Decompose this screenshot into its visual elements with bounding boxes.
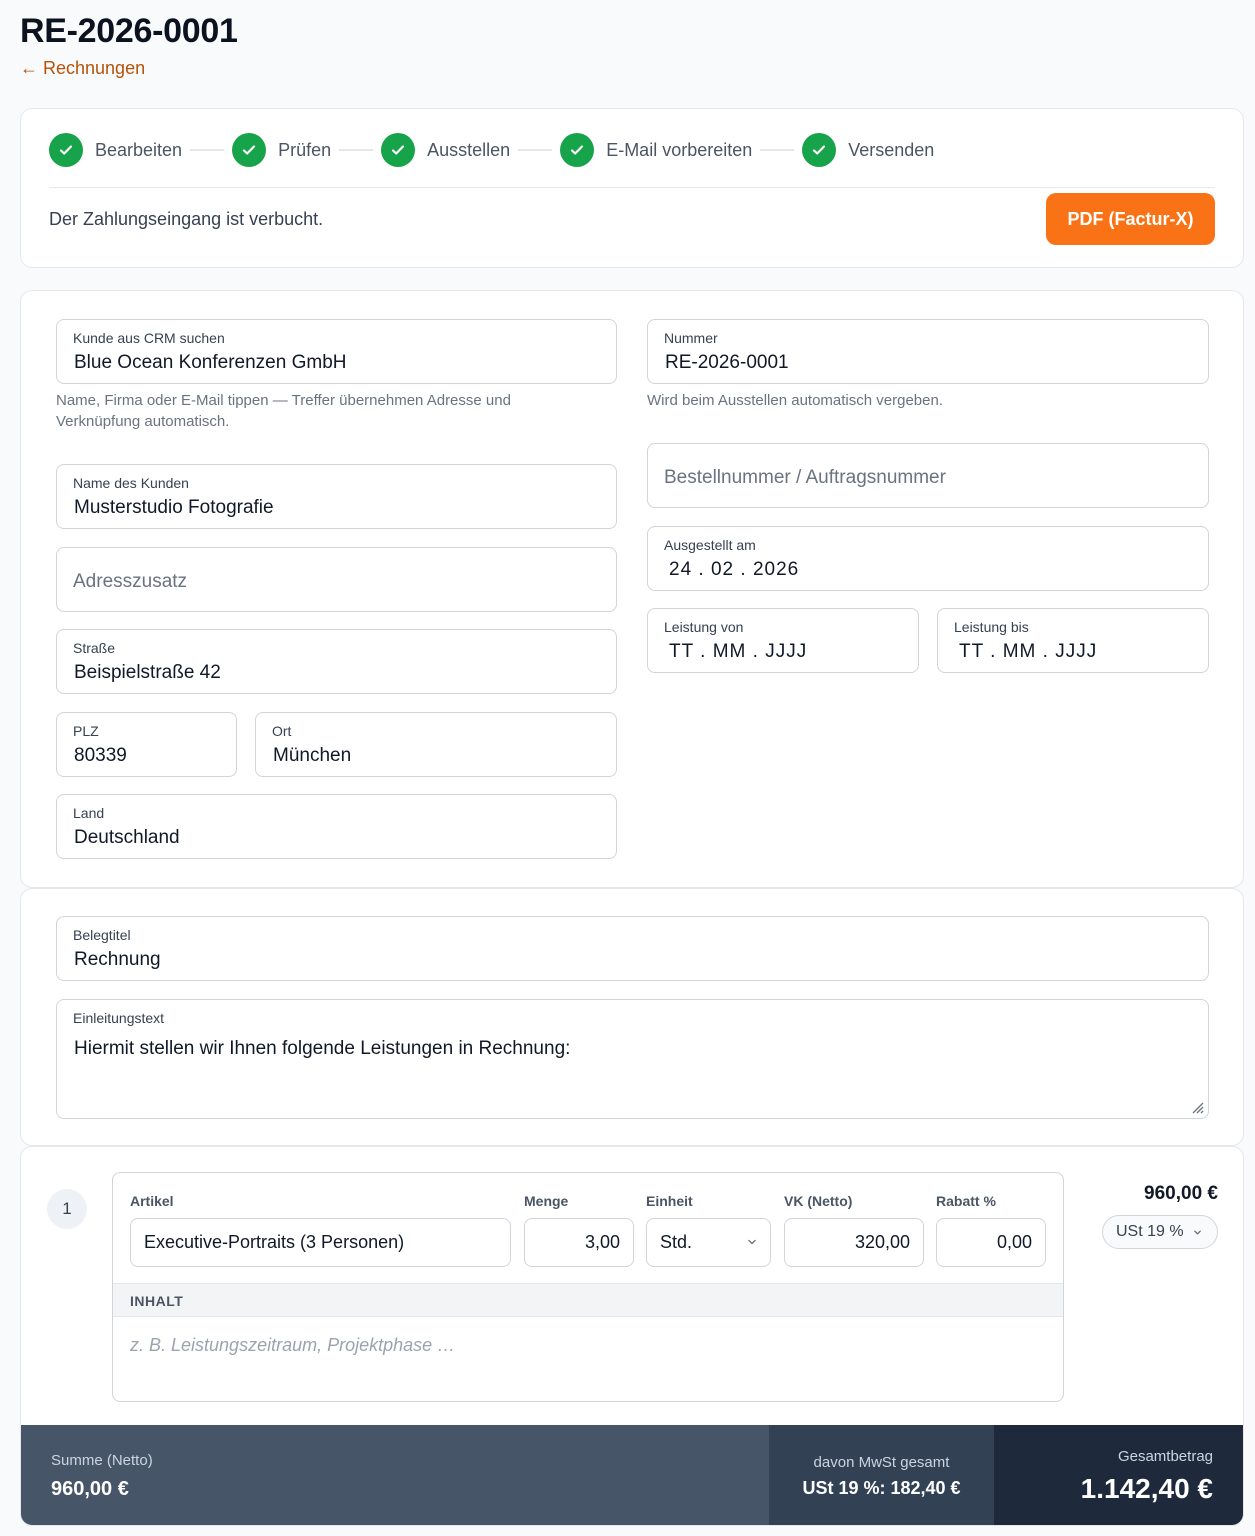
check-icon (232, 133, 266, 167)
pdf-facturx-button[interactable]: PDF (Factur-X) (1046, 193, 1215, 245)
content-label: INHALT (130, 1293, 184, 1309)
address-extra-field[interactable] (56, 547, 617, 612)
step-label: Versenden (848, 139, 935, 160)
page-title: RE-2026-0001 (20, 12, 238, 50)
field-label: Land (73, 805, 105, 821)
issue-date-field[interactable] (647, 526, 1209, 591)
document-title-input[interactable]: Rechnung (74, 949, 161, 970)
divider (49, 187, 1215, 188)
article-input[interactable]: Executive-Portraits (3 Personen) (130, 1218, 511, 1267)
step-review[interactable] (232, 133, 331, 167)
check-icon (381, 133, 415, 167)
vat-total-section (769, 1425, 994, 1526)
column-label-unit: Einheit (646, 1193, 693, 1209)
step-label: Bearbeiten (95, 139, 183, 160)
customer-name-field[interactable] (56, 464, 617, 529)
step-label: Prüfen (278, 139, 332, 160)
step-connector (760, 149, 794, 151)
back-to-invoices-link[interactable]: ← Rechnungen (20, 58, 146, 78)
unit-select[interactable] (646, 1218, 771, 1267)
step-label: E-Mail vorbereiten (606, 139, 753, 160)
document-title-field[interactable] (56, 916, 1209, 981)
country-input[interactable]: Deutschland (74, 827, 180, 848)
customer-name-input[interactable]: Musterstudio Fotografie (74, 497, 274, 518)
vat-rate-select[interactable] (1102, 1215, 1218, 1249)
gross-total-section (994, 1425, 1243, 1526)
city-field[interactable] (255, 712, 617, 777)
gross-total-value: 1.142,40 € (1080, 1473, 1213, 1504)
price-input[interactable]: 320,00 (784, 1218, 924, 1267)
workflow-stepper (49, 133, 934, 167)
field-label: Name des Kunden (73, 475, 189, 491)
check-icon (49, 133, 83, 167)
service-to-input[interactable]: TT . MM . JJJJ (959, 641, 1098, 662)
order-number-input[interactable]: Bestellnummer / Auftragsnummer (664, 467, 946, 488)
service-from-input[interactable]: TT . MM . JJJJ (669, 641, 808, 662)
vat-total-value: USt 19 %: 182,40 € (802, 1478, 961, 1498)
payment-status-text: Der Zahlungseingang ist verbucht. (49, 209, 324, 229)
resize-grip-icon[interactable] (1188, 1098, 1204, 1114)
step-edit[interactable] (49, 133, 182, 167)
content-section-header (113, 1283, 1063, 1317)
field-label: Leistung bis (954, 619, 1029, 635)
crm-search-field[interactable] (56, 319, 617, 384)
line-total: 960,00 € (1144, 1183, 1218, 1204)
crm-search-hint: Name, Firma oder E-Mail tippen — Treffer übernehmen Adresse und Verknüpfung automatisch. (56, 392, 511, 430)
zip-field[interactable] (56, 712, 237, 777)
address-extra-input[interactable]: Adresszusatz (73, 571, 188, 592)
city-input[interactable]: München (273, 745, 352, 766)
column-label-quantity: Menge (524, 1193, 569, 1209)
crm-search-input[interactable]: Blue Ocean Konferenzen GmbH (74, 352, 347, 373)
issue-date-input[interactable]: 24 . 02 . 2026 (669, 559, 800, 580)
position-badge: 1 (47, 1189, 87, 1229)
content-textarea[interactable]: z. B. Leistungszeitraum, Projektphase … (130, 1335, 456, 1355)
step-connector (339, 149, 373, 151)
step-issue[interactable] (381, 133, 510, 167)
street-input[interactable]: Beispielstraße 42 (74, 662, 221, 683)
unit-select-value: Std. (660, 1232, 693, 1252)
vat-total-label: davon MwSt gesamt (813, 1454, 950, 1471)
field-label: Nummer (664, 330, 718, 346)
totals-bar (21, 1425, 1243, 1526)
step-connector (190, 149, 224, 151)
invoice-number-field[interactable] (647, 319, 1209, 384)
field-label: Ausgestellt am (664, 537, 756, 553)
column-label-discount: Rabatt % (936, 1193, 996, 1209)
workflow-card (20, 108, 1244, 268)
document-text-card (20, 888, 1244, 1146)
field-label: Ort (272, 723, 292, 739)
column-label-price: VK (Netto) (784, 1193, 853, 1209)
quantity-input[interactable]: 3,00 (524, 1218, 634, 1267)
discount-input[interactable]: 0,00 (936, 1218, 1046, 1267)
gross-total-label: Gesamtbetrag (1117, 1448, 1213, 1465)
invoice-number-input[interactable]: RE-2026-0001 (665, 352, 789, 373)
intro-text-field[interactable] (56, 999, 1209, 1119)
line-item (112, 1172, 1064, 1402)
zip-input[interactable]: 80339 (74, 745, 127, 766)
line-items-card (20, 1146, 1244, 1526)
step-connector (518, 149, 552, 151)
column-label-article: Artikel (130, 1193, 174, 1209)
service-from-field[interactable] (647, 608, 919, 673)
street-field[interactable] (56, 629, 617, 694)
order-number-field[interactable] (647, 443, 1209, 508)
customer-card (20, 290, 1244, 888)
field-label: Straße (73, 640, 116, 656)
check-icon (560, 133, 594, 167)
field-label: PLZ (73, 723, 99, 739)
field-label: Leistung von (664, 619, 744, 635)
step-label: Ausstellen (427, 139, 511, 160)
field-label: Belegtitel (73, 927, 131, 943)
net-total-section (21, 1425, 769, 1526)
intro-textarea[interactable]: Hiermit stellen wir Ihnen folgende Leistungen in Rechnung: (74, 1038, 571, 1059)
step-send[interactable] (802, 133, 934, 167)
chevron-down-icon (1192, 1227, 1203, 1238)
net-total-label: Summe (Netto) (51, 1452, 153, 1469)
check-icon (802, 133, 836, 167)
invoice-number-hint: Wird beim Ausstellen automatisch vergeben. (647, 392, 943, 409)
net-total-value: 960,00 € (51, 1478, 129, 1500)
field-label: Kunde aus CRM suchen (73, 330, 225, 346)
country-field[interactable] (56, 794, 617, 859)
service-to-field[interactable] (937, 608, 1209, 673)
vat-rate-value: USt 19 % (1116, 1223, 1184, 1240)
step-prepare-email[interactable] (560, 133, 752, 167)
chevron-down-icon (746, 1236, 758, 1248)
field-label: Einleitungstext (73, 1010, 165, 1026)
